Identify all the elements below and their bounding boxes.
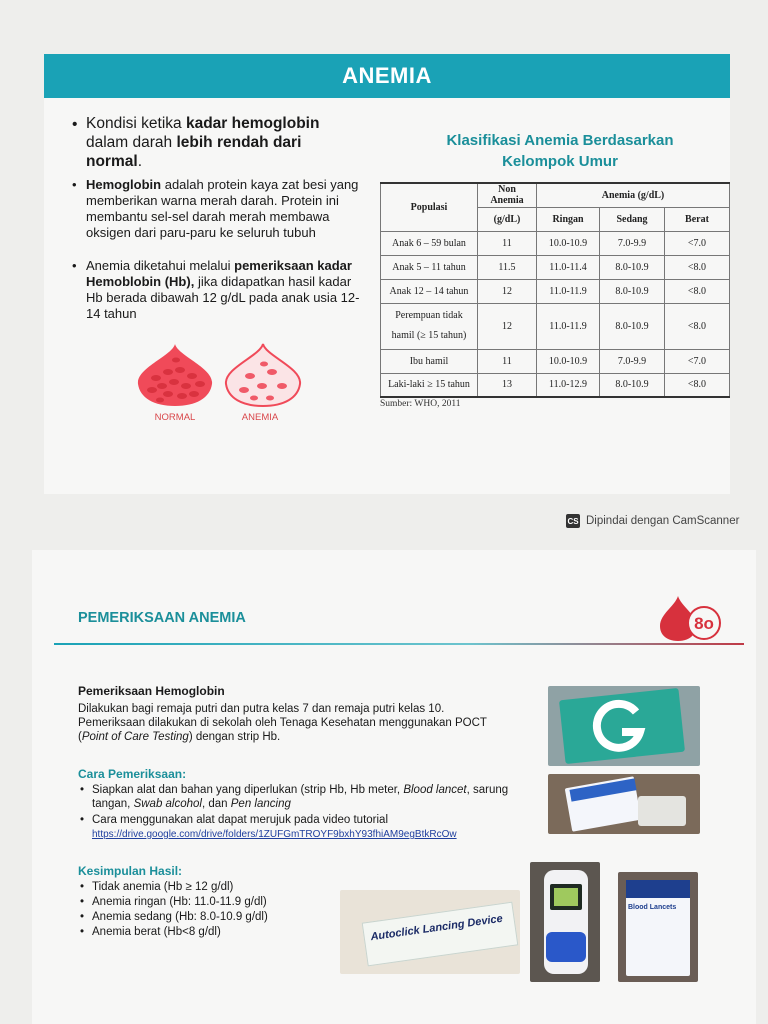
hb-heading: Pemeriksaan Hemoglobin	[78, 684, 225, 698]
cara-item-2: • Cara menggunakan alat dapat merujuk pada video tutorial https://drive.google.com/drive/folders/1ZUFGmTROYF9bxhY93fhiAM9egBtkRcOw	[80, 814, 457, 840]
photo-blood-lancets-box	[618, 872, 698, 982]
list-item: • Anemia ringan (Hb: 11.0-11.9 g/dl)	[80, 896, 267, 908]
video-tutorial-link[interactable]: https://drive.google.com/drive/folders/1ZUFGmTROYF9bxhY93fhiAM9egBtkRcOw	[92, 829, 457, 840]
table-row: Perempuan tidak hamil (≥ 15 tahun) 12 11.0-11.9 8.0-10.9 <8.0	[381, 303, 730, 349]
bullet-definition: • Kondisi ketika kadar hemoglobin dalam darah lebih rendah dari normal.	[72, 115, 320, 170]
slide-anemia	[44, 54, 730, 494]
header-anemia: Anemia (g/dL)	[537, 183, 730, 207]
blood-lancets-label: Blood Lancets	[628, 904, 677, 911]
lancing-device-label: Autoclick Lancing Device	[369, 912, 504, 944]
photo-hb-strips	[548, 686, 700, 766]
svg-text:8o: 8o	[694, 614, 714, 633]
label-normal: NORMAL	[154, 412, 196, 423]
table-row: Laki-laki ≥ 15 tahun 13 11.0-12.9 8.0-10.9 <8.0	[381, 373, 730, 397]
photo-lancing-device	[340, 890, 520, 974]
kesimpulan-heading: Kesimpulan Hasil:	[78, 864, 183, 878]
table-row: Anak 12 – 14 tahun 12 11.0-11.9 8.0-10.9 <8.0	[381, 279, 730, 303]
anemia-classification-table	[380, 182, 730, 398]
camscanner-watermark	[566, 514, 739, 528]
header-populasi: Populasi	[381, 183, 478, 231]
banner-title: ANEMIA	[342, 63, 432, 88]
list-item: • Anemia sedang (Hb: 8.0-10.9 g/dl)	[80, 911, 268, 923]
table-title: Klasifikasi Anemia Berdasarkan Kelompok Umur	[446, 132, 674, 170]
table-source: Sumber: WHO, 2011	[380, 399, 461, 409]
bullet-dot-icon: •	[80, 784, 85, 796]
normal-blood-drop-icon	[134, 342, 216, 408]
bullet-dot-icon: •	[72, 258, 77, 273]
cara-heading: Cara Pemeriksaan:	[78, 767, 187, 781]
bullet-dot-icon: •	[72, 116, 78, 133]
table-row: Anak 6 – 59 bulan 11 10.0-10.9 7.0-9.9 <7.0	[381, 231, 730, 255]
anemia-blood-drop-icon	[222, 342, 304, 408]
bullet-dot-icon: •	[72, 177, 77, 192]
header-sedang: Sedang	[600, 207, 665, 231]
header-non-anemia-unit: (g/dL)	[478, 207, 537, 231]
hb-description: Dilakukan bagi remaja putri dan putra kelas 7 dan remaja putri kelas 10. Pemeriksaan dilakukan di sekolah oleh Tenaga Kesehatan menggunakan POCT (Point of Care Testing) dengan strip Hb.	[78, 703, 487, 743]
bullet-hemoglobin: • Hemoglobin adalah protein kaya zat besi yang memberikan warna merah darah. Protein ini membantu sel-sel darah merah membawa oksigen dari paru-paru ke seluruh tubuh	[72, 177, 359, 240]
list-item: • Tidak anemia (Hb ≥ 12 g/dl)	[80, 881, 234, 893]
title-divider	[54, 643, 744, 645]
list-item: • Anemia berat (Hb<8 g/dl)	[80, 926, 221, 938]
bullet-dot-icon: •	[80, 814, 85, 826]
header-non-anemia: Non Anemia	[478, 183, 537, 207]
table-row: Anak 5 – 11 tahun 11.5 11.0-11.4 8.0-10.9 <8.0	[381, 255, 730, 279]
camscanner-label: Dipindai dengan CamScanner	[586, 515, 740, 527]
bullet-diagnosis: • Anemia diketahui melalui pemeriksaan kadar Hemoblobin (Hb), jika didapatkan hasil kadar Hb berada dibawah 12 g/dL pada anak usia 12-14 tahun	[72, 258, 360, 321]
page-title: PEMERIKSAAN ANEMIA	[78, 610, 246, 626]
blood-drop-logo-icon	[658, 594, 732, 642]
label-anemia: ANEMIA	[241, 412, 279, 423]
header-ringan: Ringan	[537, 207, 600, 231]
camscanner-icon: CS	[566, 514, 580, 528]
title-banner	[44, 54, 730, 98]
g-logo-icon	[584, 698, 654, 754]
table-row: Ibu hamil 11 10.0-10.9 7.0-9.9 <7.0	[381, 349, 730, 373]
header-berat: Berat	[665, 207, 730, 231]
photo-hb-meter-box	[548, 774, 700, 834]
cara-item-1: • Siapkan alat dan bahan yang diperlukan (strip Hb, Hb meter, Blood lancet, sarung tangan, Swab alcohol, dan Pen lancing	[80, 784, 509, 810]
slide-pemeriksaan	[32, 550, 756, 1024]
photo-hb-meter	[530, 862, 600, 982]
